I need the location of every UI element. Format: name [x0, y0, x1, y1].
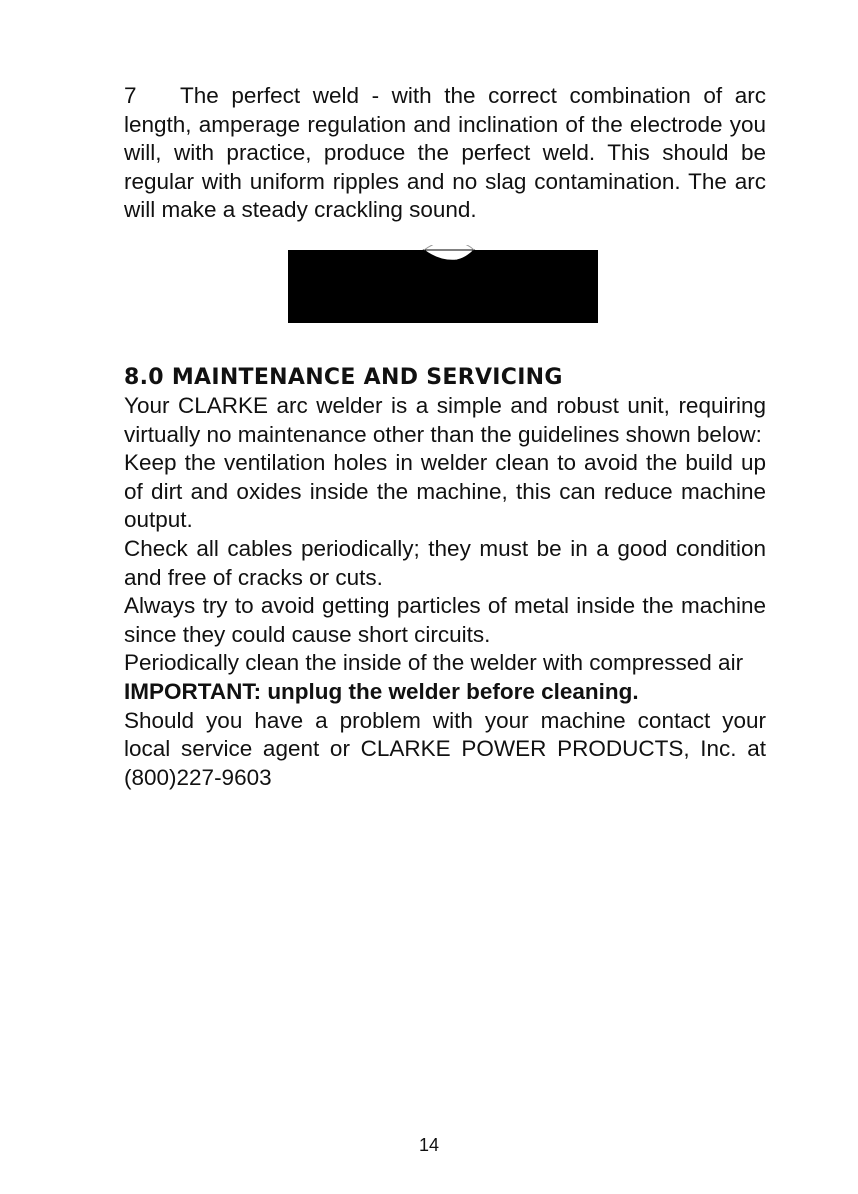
- contact-info: Should you have a problem with your machine contact your local service agent or CLARKE POWER PRODUCTS, Inc. at (800)227-9603: [124, 707, 766, 790]
- maintenance-ventilation: Keep the ventilation holes in welder clean to avoid the build up of dirt and oxides inside the machine, this can reduce machine output.: [124, 450, 766, 533]
- weld-bead-illustration: [288, 245, 598, 323]
- weld-plate: [288, 250, 598, 323]
- maintenance-intro: Your CLARKE arc welder is a simple and robust unit, requiring virtually no maintenance other than the guidelines shown below:: [124, 392, 766, 447]
- step-text: The perfect weld - with the correct combination of arc length, amperage regulation and inclination of the electrode you will, with practice, produce the perfect weld. This should be regular with uniform ripples and no slag contamination. The arc will make a steady crackling sound.: [124, 83, 766, 223]
- maintenance-cables: Check all cables periodically; they must be in a good condition and free of cracks or cuts.: [124, 535, 766, 590]
- important-notice: IMPORTANT: unplug the welder before cleaning.: [124, 678, 639, 704]
- weld-bead-outline: [424, 245, 474, 250]
- section-heading: 8.0 MAINTENANCE AND SERVICING: [124, 364, 563, 390]
- page-content: [124, 82, 766, 792]
- weld-bead-figure: [288, 245, 598, 323]
- page-number: 14: [418, 1135, 440, 1155]
- step-number: 7: [124, 83, 137, 108]
- step-7-paragraph: [124, 82, 766, 225]
- maintenance-clean: Periodically clean the inside of the welder with compressed air: [124, 650, 744, 676]
- maintenance-particles: Always try to avoid getting particles of metal inside the machine since they could cause short circuits.: [124, 593, 766, 647]
